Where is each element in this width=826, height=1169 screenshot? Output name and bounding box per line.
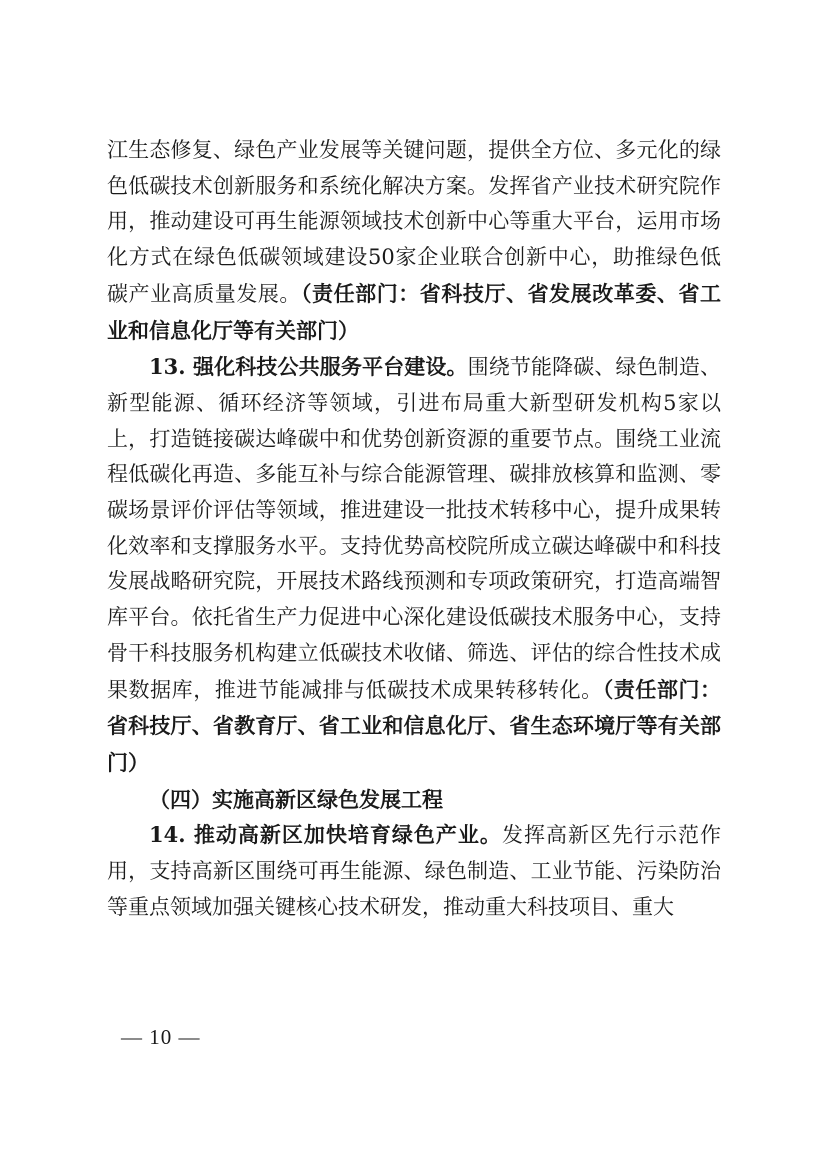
paragraph-13 — [107, 349, 721, 781]
section-heading-4: （四）实施高新区绿色发展工程 — [149, 786, 443, 812]
paragraph-14-heading: 14. 推动高新区加快培育绿色产业。 — [149, 822, 502, 848]
paragraph-13-responsibility: （责任部门：省科技厅、省教育厅、省工业和信息化厅、省生态环境厅等有关部门） — [107, 676, 722, 775]
paragraph-1-responsibility: （责任部门：省科技厅、省发展改革委、省工业和信息化厅等有关部门） — [107, 280, 722, 343]
paragraph-13-heading: 13. 强化科技公共服务平台建设。 — [149, 354, 468, 380]
page-number: — 10 — — [121, 1025, 201, 1049]
body-text — [107, 133, 721, 925]
paragraph-1-text: 江生态修复、绿色产业发展等关键问题，提供全方位、多元化的绿色低碳技术创新服务和系统化解决方案。发挥省产业技术研究院作用，推动建设可再生能源领域技术创新中心等重大平台，运用市场化方式在绿色低碳领域建设50家企业联合创新中心，助推绿色低碳产业高质量发展。 — [107, 138, 721, 306]
paragraph-1 — [107, 133, 721, 349]
paragraph-14 — [107, 817, 721, 925]
paragraph-13-text: 围绕节能降碳、绿色制造、新型能源、循环经济等领域，引进布局重大新型研发机构5家以上，打造链接碳达峰碳中和优势创新资源的重要节点。围绕工业流程低碳化再造、多能互补与综合能源管理、碳排放核算和监测、零碳场景评价评估等领域，推进建设一批技术转移中心，提升成果转化效率和支撑服务水平。支持优势高校院所成立碳达峰碳中和科技发展战略研究院，开展技术路线预测和专项政策研究，打造高端智库平台。依托省生产力促进中心深化建设低碳技术服务中心，支持骨干科技服务机构建立低碳技术收储、筛选、评估的综合性技术成果数据库，推进节能减排与低碳技术成果转移转化。 — [107, 355, 721, 702]
paragraph-14-text: 发挥高新区先行示范作用，支持高新区围绕可再生能源、绿色制造、工业节能、污染防治等重点领域加强关键核心技术研发，推动重大科技项目、重大 — [107, 823, 721, 919]
